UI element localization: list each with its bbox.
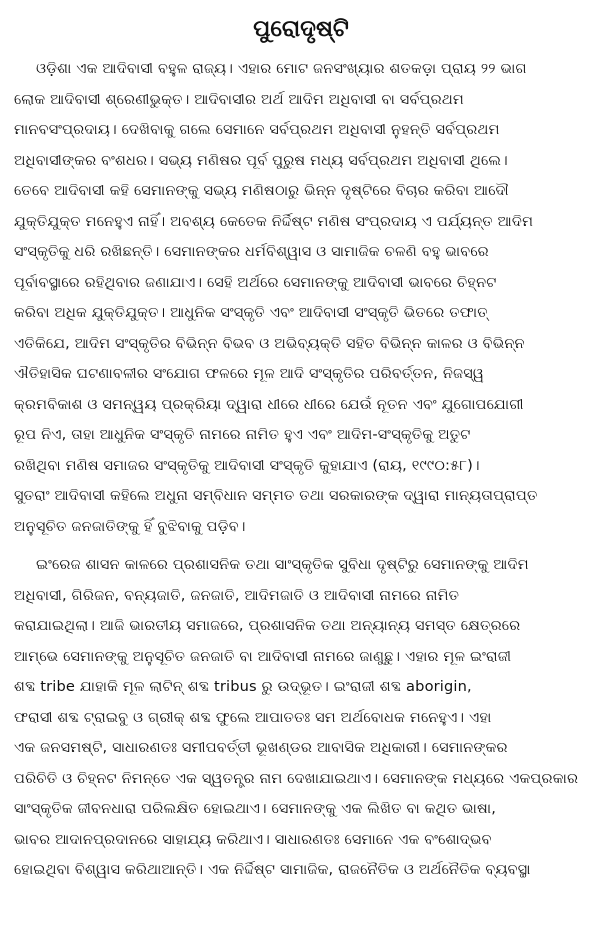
text-line: ଏତିକିଯେ, ଆଦିମ ସଂସ୍କୃତିର ବିଭିନ୍ନ ବିଭବ ଓ ଅଭିବ୍ୟକ୍ତି ସହିତ ବିଭିନ୍ନ କାଳର ଓ ବିଭିନ୍ନ [14,334,525,352]
text-line: ରଖିଥିବା ମଣିଷ ସମାଜର ସଂସ୍କୃତିକୁ ଆଦିବାସୀ ସଂସ୍କୃତି କୁହାଯାଏ (ରାୟ, ୧୯୯୦:୫୮)। [14,456,480,474]
text-line: ଇଂରେଜ ଶାସନ କାଳରେ ପ୍ରଶାସନିକ ତଥା ସାଂସ୍କୃତିକ ସୁବିଧା ଦୃଷ୍ଟିରୁ ସେମାନଙ୍କୁ ଆଦିମ [36,556,529,573]
page-title: ପୁରୋଦୃଷ୍ଟି [253,16,349,42]
text-line: ଫରାସୀ ଶବ୍ଦ ଟ୍ରାଇବୁ ଓ ଗ୍ରୀକ୍ ଶବ୍ଦ ଫୁଲେ ଆପାତତଃ ସମ ଅର୍ଥବୋଧକ ମନେହୁଏ। ଏହା [14,708,492,726]
text-line: ଭାବର ଆଦାନପ୍ରଦାନରେ ସାହାଯ୍ୟ କରିଥାଏ। ସାଧାରଣତଃ ସେମାନେ ଏକ ବଂଶୋଦ୍ଭବ [14,830,492,848]
text-line: ଏକ ଜନସମଷ୍ଟି, ସାଧାରଣତଃ ସମୀପବର୍ତ୍ତୀ ଭୂଖଣ୍ଡର ଆବାସିକ ଅଧିକାରୀ। ସେମାନଙ୍କର [14,739,508,756]
text-line: କରିବା ଅଧିକ ଯୁକ୍ତିଯୁକ୍ତ। ଆଧୁନିକ ସଂସ୍କୃତି ଏବଂ ଆଦିବାସୀ ସଂସ୍କୃତି ଭିତରେ ତଫାତ୍ [14,304,488,321]
text-line: ଅଧିବାସୀ, ଗିରିଜନ, ବନ୍ୟଜାତି, ଜନଜାତି, ଆଦିମଜାତି ଓ ଆଦିବାସୀ ନାମରେ ନାମିତ [14,586,460,604]
body-text [14,54,588,886]
text-line: ଲୋକ ଆଦିବାସୀ ଶ୍ରେଣୀଭୁକ୍ତ। ଆଦିବାସୀର ଅର୍ଥ ଆଦିମ ଅଧିବାସୀ ବା ସର୍ବପ୍ରଥମ [14,90,464,108]
text-line: ଶବ୍ଦ tribe ଯାହାକି ମୂଳ ଲାଟିନ୍ ଶବ୍ଦ tribus ରୁ ଉଦ୍ଭୂତ। ଇଂରାଜୀ ଶବ୍ଦ aborigin, [14,678,472,695]
text-line: ସୁତରାଂ ଆଦିବାସୀ କହିଲେ ଅଧୁନା ସମ୍ବିଧାନ ସମ୍ମତ ତଥା ସରକାରଙ୍କ ଦ୍ୱାରା ମାନ୍ୟତାପ୍ରାପ୍ତ [14,487,538,504]
text-line: ପରିଚିତି ଓ ଚିହ୍ନଟ ନିମନ୍ତେ ଏକ ସ୍ୱତନ୍ତ୍ର ନାମ ଦେଖାଯାଇଥାଏ। ସେମାନଙ୍କ ମଧ୍ୟରେ ଏକପ୍ରକାର [14,769,579,787]
text-line: ଐତିହାସିକ ଘଟଣାବଳୀର ସଂଯୋଗ ଫଳରେ ମୂଳ ଆଦି ସଂସ୍କୃତିର ପରିବର୍ତ୍ତନ, ନିଜସ୍ୱ [14,365,485,382]
text-line: ଯୁକ୍ତିଯୁକ୍ତ ମନେହୁଏ ନାହିଁ। ଅବଶ୍ୟ କେତେକ ନିର୍ଦ୍ଦିଷ୍ଟ ମଣିଷ ସଂପ୍ରଦାୟ ଏ ପର୍ଯ୍ୟନ୍ତ ଆଦିମ [14,212,534,230]
text-line: ଅନୁସୂଚିତ ଜନଜାତିଙ୍କୁ ହିଁ ବୁଝିବାକୁ ପଡ଼ିବ। [14,517,246,535]
text-line: ପୂର୍ବାବସ୍ଥାରେ ରହିଥିବାର ଜଣାଯାଏ। ସେହି ଅର୍ଥରେ ସେମାନଙ୍କୁ ଆଦିବାସୀ ଭାବରେ ଚିହ୍ନଟ [14,273,497,291]
text-line: ମାନବସଂପ୍ରଦାୟ। ଦେଖିବାକୁ ଗଲେ ସେମାନେ ସର୍ବପ୍ରଥମ ଅଧିବାସୀ ନୁହନ୍ତି ସର୍ବପ୍ରଥମ [14,121,500,138]
text-line: ତେବେ ଆଦିବାସୀ କହି ସେମାନଙ୍କୁ ସଭ୍ୟ ମଣିଷଠାରୁ ଭିନ୍ନ ଦୃଷ୍ଟିରେ ବିଚାର କରିବା ଆଦୌ [14,182,509,199]
paragraph [14,54,588,542]
text-line: କରାଯାଇଥିଲା। ଆଜି ଭାରତୀୟ ସମାଜରେ, ପ୍ରଶାସନିକ ତଥା ଅନ୍ୟାନ୍ୟ ସମସ୍ତ କ୍ଷେତ୍ରରେ [14,617,521,634]
text-line: ଓଡ଼ିଶା ଏକ ଆଦିବାସୀ ବହୁଳ ରାଜ୍ୟ। ଏହାର ମୋଟ ଜନସଂଖ୍ୟାର ଶତକଡ଼ା ପ୍ରାୟ ୨୨ ଭାଗ [36,60,527,77]
text-line: ଅଧିବାସୀଙ୍କର ବଂଶଧର। ସଭ୍ୟ ମଣିଷର ପୂର୍ବ ପୁରୁଷ ମଧ୍ୟ ସର୍ବପ୍ରଥମ ଅଧିବାସୀ ଥିଲେ। [14,151,508,169]
text-line: ସଂସ୍କୃତିକୁ ଧରି ରଖିଛନ୍ତି। ସେମାନଙ୍କର ଧର୍ମବିଶ୍ୱାସ ଓ ସାମାଜିକ ଚଳଣି ବହୁ ଭାବରେ [14,243,489,260]
text-line: ହୋଇଥିବା ବିଶ୍ୱାସ କରିଥାଆନ୍ତି। ଏକ ନିର୍ଦ୍ଦିଷ୍ଟ ସାମାଜିକ, ରାଜନୈତିକ ଓ ଅର୍ଥନୈତିକ ବ୍ୟବସ୍ଥା [14,861,531,878]
text-line: ସାଂସ୍କୃତିକ ଜୀବନଧାରା ପରିଲକ୍ଷିତ ହୋଇଥାଏ। ସେମାନଙ୍କୁ ଏକ ଲିଖିତ ବା କଥିତ ଭାଷା, [14,800,497,817]
paragraph [14,550,588,886]
text-line: କ୍ରମବିକାଶ ଓ ସମନ୍ୱୟ ପ୍ରକ୍ରିୟା ଦ୍ୱାରା ଧୀରେ ଧୀରେ ଯେଉଁ ନୂତନ ଏବଂ ଯୁଗୋପଯୋଗୀ [14,395,524,413]
text-line: ଆମ୍ଭେ ସେମାନଙ୍କୁ ଅନୁସୂଚିତ ଜନଜାତି ବା ଆଦିବାସୀ ନାମରେ ଜାଣୁଛୁ। ଏହାର ମୂଳ ଇଂରାଜୀ [14,647,512,665]
text-line: ରୂପ ନିଏ, ତାହା ଆଧୁନିକ ସଂସ୍କୃତି ନାମରେ ନାମିତ ହୁଏ ଏବଂ ଆଦିମ-ସଂସ୍କୃତିକୁ ଅତୁଟ [14,426,471,443]
